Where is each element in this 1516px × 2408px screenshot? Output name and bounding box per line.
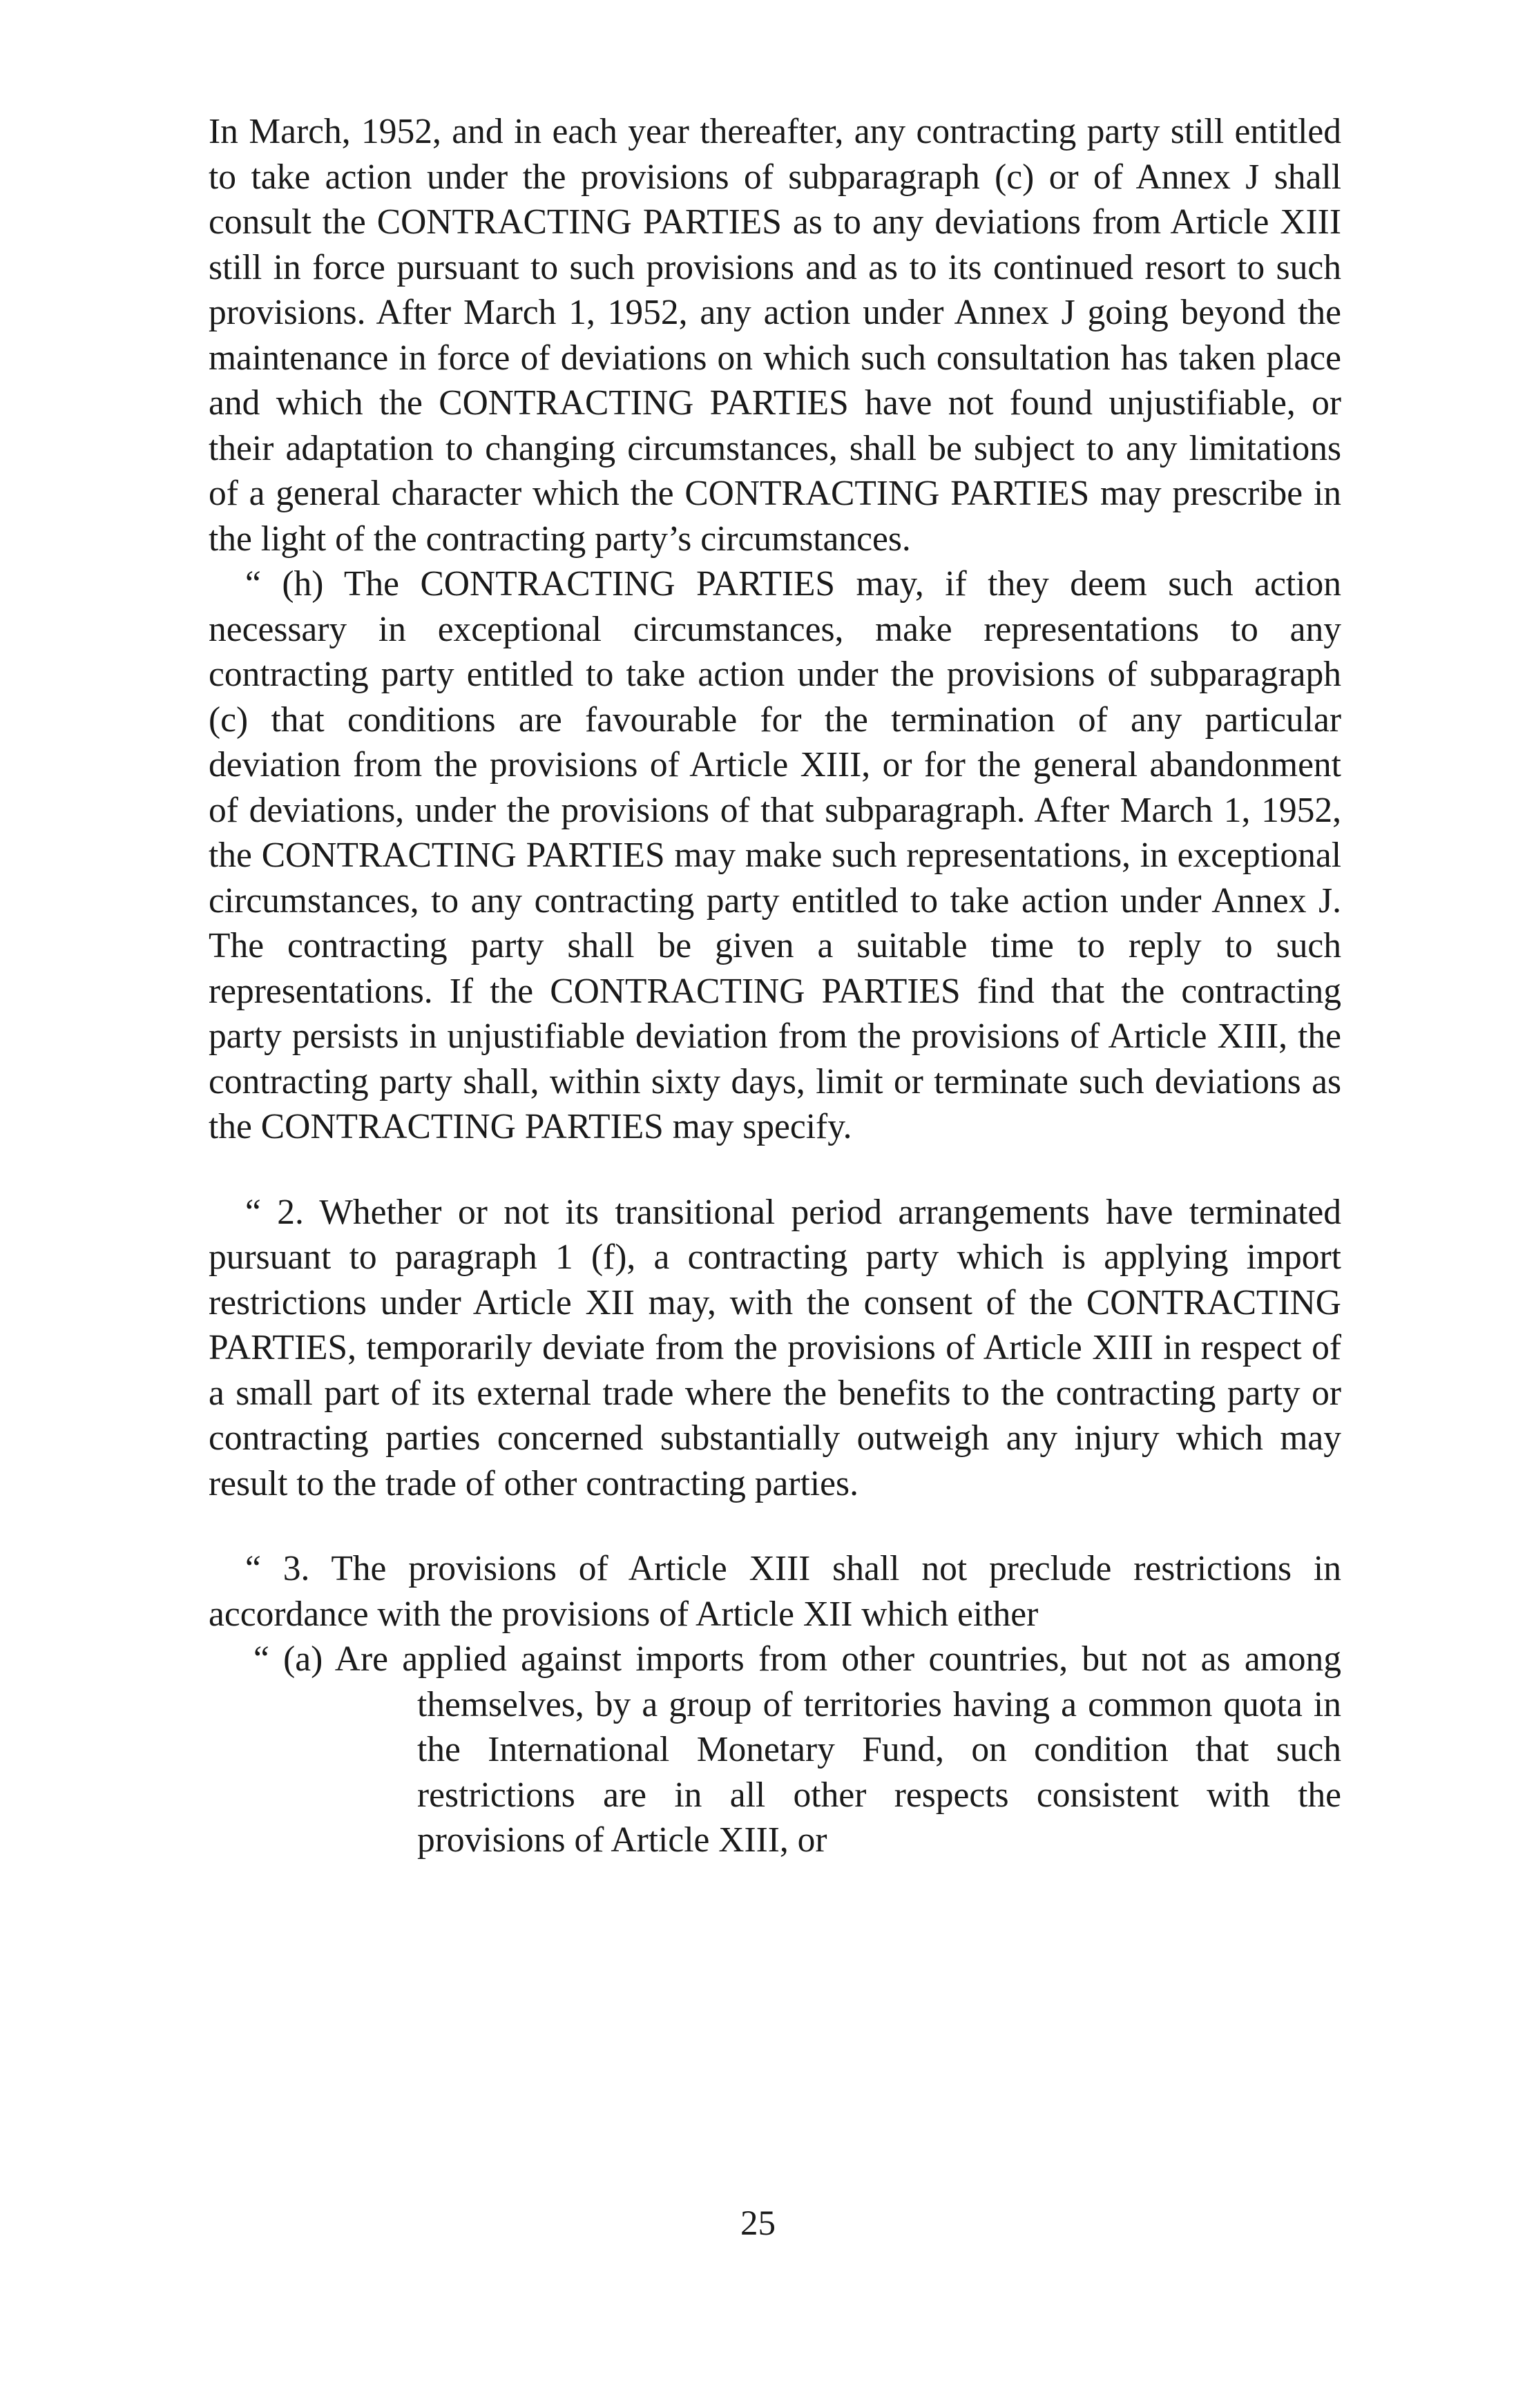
paragraph-march-1952-consultation: In March, 1952, and in each year thereafter, any contracting party still entitled to take action under the provisions of subparagraph (c) or of Annex J shall consult the CONTRACTING PARTIES as to any deviations from Article XIII still in force pursuant to such provisions and as to its continued resort to such provisions. After March 1, 1952, any action under Annex J going beyond the maintenance in force of deviations on which such consultation has taken place and which the CONTRACTING PARTIES have not found unjustifiable, or their adaptation to changing circumstances, shall be subject to any limitations of a general character which the CONTRACTING PARTIES may prescribe in the light of the contracting party’s circumstances.	[209, 112, 1341, 559]
paragraph-subsection-b-representations: “ (h) The CONTRACTING PARTIES may, if they deem such action necessary in exceptional circumstances, make representations to any contracting party entitled to take action under the provisions of subparagraph (c) that conditions are favourable for the termination of any particular deviation from the provisions of Article XIII, or for the general abandonment of deviations, under the provisions of that subparagraph. After March 1, 1952, the CONTRACTING PARTIES may make such representations, in exceptional circumstances, to any contracting party entitled to take action under Annex J. The contracting party shall be given a suitable time to reply to such representations. If the CONTRACTING PARTIES find that the contracting party persists in unjustifiable deviation from the provisions of Article XIII, the contracting party shall, within sixty days, limit or terminate such deviations as the CONTRACTING PARTIES may specify.	[209, 564, 1341, 1146]
paragraph-subsection-a-common-quota: “ (a) Are applied against imports from other countries, but not as among themselves, by a group of territories having a common quota in the International Monetary Fund, on condition that such restrictions are in all other respects consistent with the provisions of Article XIII, or	[253, 1639, 1341, 1860]
paragraph-section-3-intro: “ 3. The provisions of Article XIII shall not preclude restrictions in accordance with the provisions of Article XII which either	[209, 1549, 1341, 1634]
page-number: 25	[740, 2204, 776, 2243]
page-body	[209, 109, 1341, 1863]
paragraph-section-2-transitional: “ 2. Whether or not its transitional period arrangements have terminated pursuant to paragraph 1 (f), a contracting party which is applying import restrictions under Article XII may, with the consent of the CONTRACTING PARTIES, temporarily deviate from the provisions of Article XIII in respect of a small part of its external trade where the benefits to the contracting party or contracting parties concerned substantially outweigh any injury which may result to the trade of other contracting parties.	[209, 1192, 1341, 1503]
